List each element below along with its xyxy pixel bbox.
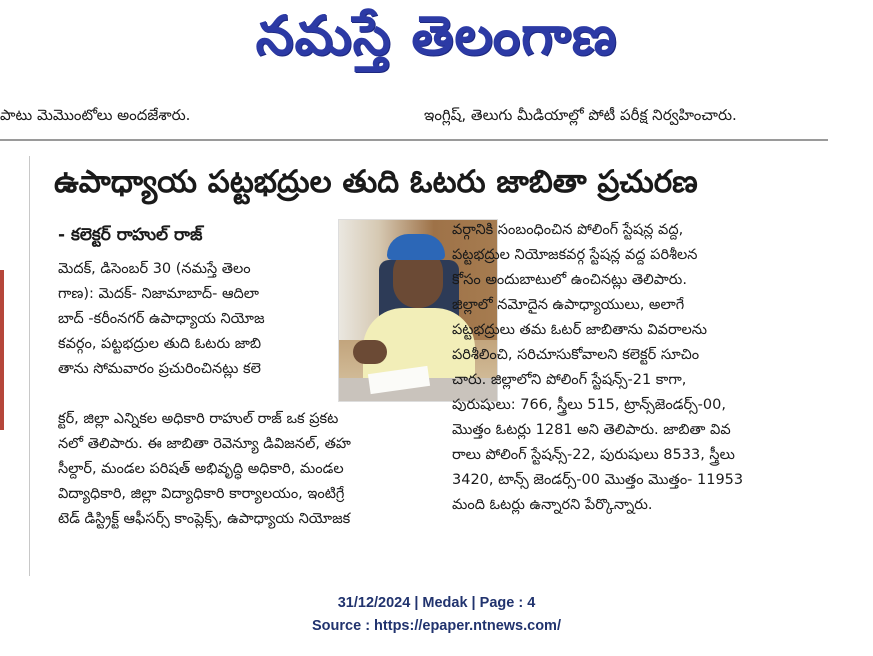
footer-date-line: 31/12/2024 | Medak | Page : 4 <box>337 595 536 611</box>
article-line: కోసం అందుబాటులో ఉంచినట్లు తెలిపారు. <box>452 272 687 288</box>
article-line: పురుషులు: 766, స్త్రీలు 515, ట్రాన్స్‌జెండర్స్-00, <box>452 397 726 413</box>
article-line: నలో తెలిపారు. ఈ జాబితా రెవెన్యూ డివిజనల్, తహ <box>58 436 351 452</box>
epaper-footer <box>0 592 873 638</box>
article-left-column <box>58 257 265 382</box>
footer-source-link[interactable]: Source : https://epaper.ntnews.com/ <box>312 618 561 634</box>
article-line: పట్టభద్రుల నియోజకవర్గ స్టేషన్ల వద్ద పరిశీలన <box>452 247 698 263</box>
article-line: మెదక్, డిసెంబర్ 30 (నమస్తే తెలం <box>58 261 251 277</box>
photo-cap <box>387 234 445 260</box>
article-line: 3420, టాన్స్ జెండర్స్-00 మొత్తం మొత్తం- 11953 <box>452 472 744 488</box>
article-byline: - కలెక్టర్ రాహుల్ రాజ్ <box>58 225 203 245</box>
article-line: విద్యాధికారి, జిల్లా విద్యాధికారి కార్యాలయం, ఇంటిగ్రే <box>58 486 345 502</box>
article-line: రాలు పోలింగ్ స్టేషన్స్-22, పురుషులు 8533, స్త్రీలు <box>452 447 735 463</box>
masthead <box>0 0 873 72</box>
newspaper-title: నమస్తే తెలంగాణ <box>255 4 618 67</box>
article-line: కవర్గం, పట్టభద్రుల తుది ఓటరు జాబి <box>58 336 262 352</box>
article-line: పట్టభద్రులు తమ ఓటర్ జాబితాను వివరాలను <box>452 322 708 338</box>
previous-article-right-line: ఇంగ్లిష్, తెలుగు మీడియాల్లో పోటీ పరీక్ష నిర్వహించారు. <box>424 106 737 124</box>
article-line: గాణ): మెదక్- నిజామాబాద్- ఆదిలా <box>58 286 259 302</box>
article-line: జిల్లాలో నమోదైన ఉపాధ్యాయులు, అలాగే <box>452 297 685 313</box>
article-line: తాను సోమవారం ప్రచురించినట్లు కలె <box>58 361 261 377</box>
previous-article-strip <box>0 90 873 130</box>
article-left-wide-column <box>58 407 351 532</box>
article-line: క్టర్, జిల్లా ఎన్నికల అధికారి రాహుల్ రాజ్ ఒక ప్రకట <box>58 411 339 427</box>
photo-hand <box>353 340 387 364</box>
section-divider <box>0 139 828 141</box>
column-rule <box>29 156 30 576</box>
left-edge-rule <box>0 270 4 430</box>
article-line: చారు. జిల్లాలోని పోలింగ్ స్టేషన్స్-21 కాగా, <box>452 372 687 388</box>
article-line: సీల్దార్, మండల పరిషత్ అభివృద్ధి అధికారి, మండల <box>58 461 344 477</box>
article-right-column <box>452 218 743 518</box>
article-line: పరిశీలించి, సరిచూసుకోవాలని కలెక్టర్ సూచిం <box>452 347 700 363</box>
article-line: మంది ఓటర్లు ఉన్నారని పేర్కొన్నారు. <box>452 497 653 513</box>
article-line: మొత్తం ఓటర్లు 1281 అని తెలిపారు. జాబితా వివ <box>452 422 731 438</box>
article-line: బాద్ -కరీంనగర్ ఉపాధ్యాయ నియోజ <box>58 311 265 327</box>
article-line: టెడ్ డిస్ట్రిక్ట్ ఆఫీసర్స్ కాంప్లెక్స్, ఉపాధ్యాయ నియోజక <box>58 511 351 527</box>
article-headline: ఉపాధ్యాయ పట్టభద్రుల తుది ఓటరు జాబితా ప్రచురణ <box>54 164 698 200</box>
previous-article-left-line: పాటు మెమొంటోలు అందజేశారు. <box>0 106 191 124</box>
article-line: వర్గానికి సంబంధించిన పోలింగ్ స్టేషన్ల వద్ద, <box>452 222 684 238</box>
